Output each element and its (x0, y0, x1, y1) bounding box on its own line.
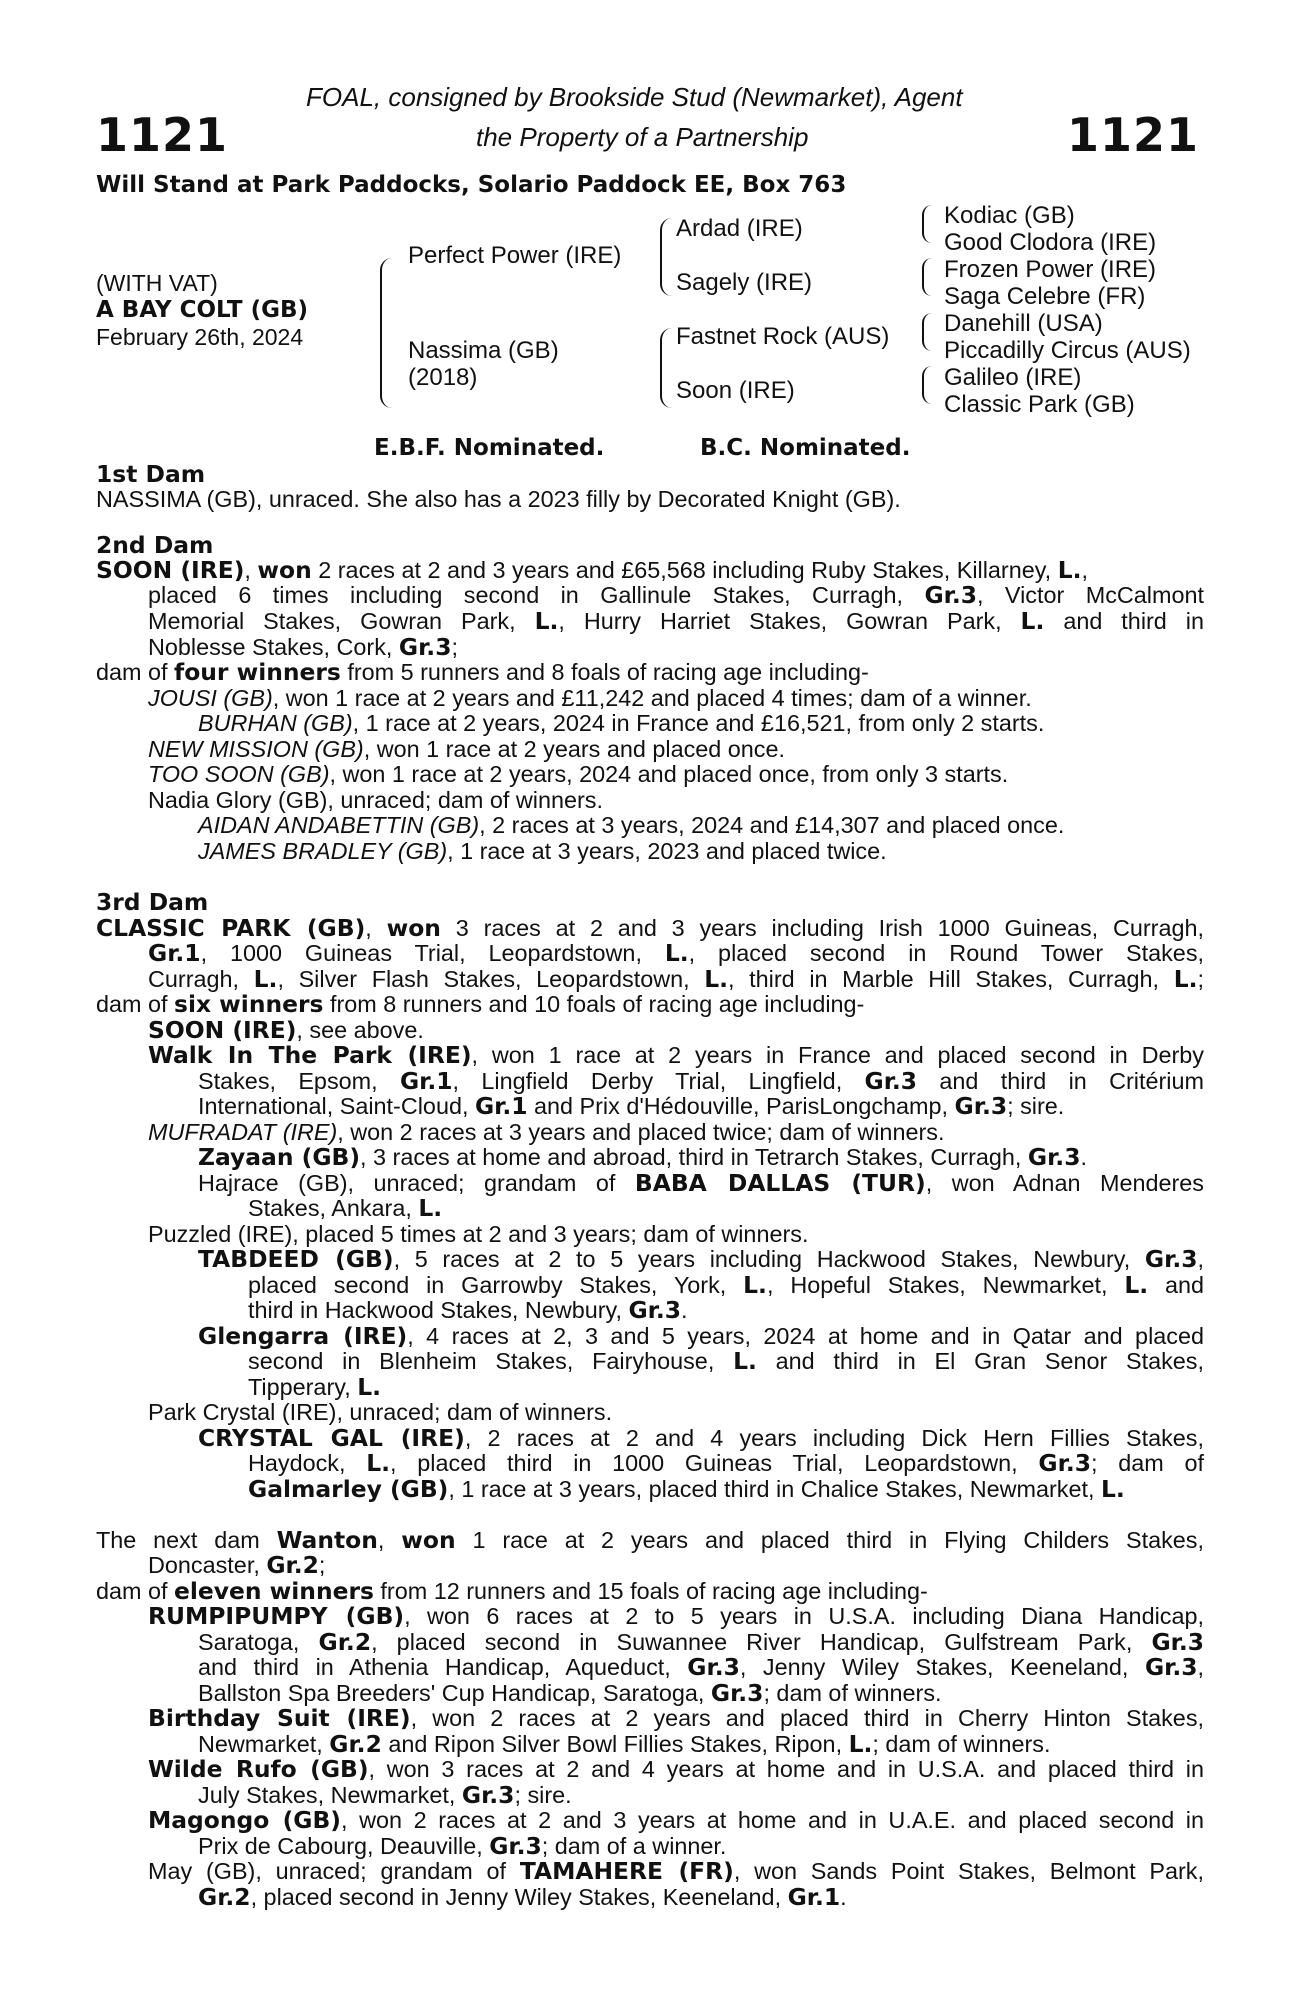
pedigree-brace-g2 (922, 258, 932, 296)
third-dam-line: Tipperary, L. (248, 1373, 381, 1401)
third-dam-line: Park Crystal (IRE), unraced; dam of winners. (148, 1399, 613, 1425)
pedigree-brace-sire (660, 218, 672, 296)
third-dam-line: CRYSTAL GAL (IRE), 2 races at 2 and 4 years including Dick Hern Fillies Stakes, (198, 1424, 1204, 1452)
next-dam-line: Saratoga, Gr.2, placed second in Suwannee River Handicap, Gulfstream Park, Gr.3 (198, 1628, 1204, 1656)
third-dam-line: MUFRADAT (IRE), won 2 races at 3 years and placed twice; dam of winners. (148, 1119, 945, 1145)
second-dam-line: placed 6 times including second in Gallinule Stakes, Curragh, Gr.3, Victor McCalmont (148, 581, 1204, 609)
bc-nomination: B.C. Nominated. (700, 435, 911, 461)
second-dam-line: JOUSI (GB), won 1 race at 2 years and £11,242 and placed 4 times; dam of a winner. (148, 685, 1032, 711)
pedigree-brace-g1 (922, 205, 932, 243)
third-dam-line: Gr.1, 1000 Guineas Trial, Leopardstown, L., placed second in Round Tower Stakes, (148, 939, 1205, 967)
consignor-line: FOAL, consigned by Brookside Stud (Newmarket), Agent (306, 82, 963, 112)
next-dam-line: Doncaster, Gr.2; (148, 1551, 326, 1579)
lot-number-right: 1121 (1066, 108, 1199, 162)
third-dam-line: Curragh, L., Silver Flash Stakes, Leopardstown, L., third in Marble Hill Stakes, Curragh, L.; (148, 965, 1204, 993)
pedigree-gen3-3: Frozen Power (IRE) (944, 256, 1157, 283)
third-dam-line: SOON (IRE), see above. (148, 1016, 424, 1044)
third-dam-line: Galmarley (GB), 1 race at 3 years, placed third in Chalice Stakes, Newmarket, L. (248, 1475, 1125, 1503)
next-dam-line: July Stakes, Newmarket, Gr.3; sire. (198, 1781, 572, 1809)
third-dam-line: Haydock, L., placed third in 1000 Guineas Trial, Leopardstown, Gr.3; dam of (248, 1449, 1204, 1477)
third-dam-line: CLASSIC PARK (GB), won 3 races at 2 and 3 years including Irish 1000 Guineas, Curragh, (96, 914, 1204, 942)
third-dam-line: placed second in Garrowby Stakes, York, L., Hopeful Stakes, Newmarket, L. and (248, 1271, 1204, 1299)
pedigree-dam-year: (2018) (408, 364, 478, 391)
third-dam-line: third in Hackwood Stakes, Newbury, Gr.3. (248, 1296, 688, 1324)
next-dam-line: RUMPIPUMPY (GB), won 6 races at 2 to 5 years in U.S.A. including Diana Handicap, (148, 1602, 1204, 1630)
section-heading-1st-dam: 1st Dam (96, 460, 206, 488)
vat-label: (WITH VAT) (96, 270, 218, 296)
pedigree-gen3-7: Galileo (IRE) (944, 364, 1082, 391)
third-dam-line: Glengarra (IRE), 4 races at 2, 3 and 5 years, 2024 at home and in Qatar and placed (198, 1322, 1204, 1350)
section-heading-3rd-dam: 3rd Dam (96, 888, 209, 916)
third-dam-line: Stakes, Epsom, Gr.1, Lingfield Derby Trial, Lingfield, Gr.3 and third in Critérium (198, 1067, 1204, 1095)
next-dam-line: Prix de Cabourg, Deauville, Gr.3; dam of a winner. (198, 1832, 727, 1860)
next-dam-line: The next dam Wanton, won 1 race at 2 years and placed third in Flying Childers Stakes, (96, 1526, 1204, 1554)
pedigree-brace-g4 (922, 366, 932, 404)
pedigree-dam: Nassima (GB) (408, 337, 559, 364)
second-dam-line: AIDAN ANDABETTIN (GB), 2 races at 3 years, 2024 and £14,307 and placed once. (198, 812, 1065, 838)
first-dam-text: NASSIMA (GB), unraced. She also has a 2023 filly by Decorated Knight (GB). (96, 486, 901, 512)
pedigree-gen3-5: Danehill (USA) (944, 310, 1103, 337)
property-line: the Property of a Partnership (476, 122, 809, 152)
pedigree-dam-sire: Fastnet Rock (AUS) (676, 323, 890, 350)
horse-name: A BAY COLT (GB) (96, 297, 309, 323)
next-dam-line: May (GB), unraced; grandam of TAMAHERE (FR), won Sands Point Stakes, Belmont Park, (148, 1857, 1204, 1885)
pedigree-gen3-4: Saga Celebre (FR) (944, 283, 1146, 310)
pedigree-gen3-2: Good Clodora (IRE) (944, 229, 1157, 256)
next-dam-line: and third in Athenia Handicap, Aqueduct, Gr.3, Jenny Wiley Stakes, Keeneland, Gr.3, (198, 1653, 1204, 1681)
third-dam-line: Walk In The Park (IRE), won 1 race at 2 years in France and placed second in Derby (148, 1041, 1204, 1069)
ebf-nomination: E.B.F. Nominated. (374, 435, 605, 461)
second-dam-line: Noblesse Stakes, Cork, Gr.3; (148, 633, 458, 661)
pedigree-gen3-6: Piccadilly Circus (AUS) (944, 337, 1191, 364)
next-dam-line: Magongo (GB), won 2 races at 2 and 3 years at home and in U.A.E. and placed second in (148, 1806, 1205, 1834)
third-dam-line: Puzzled (IRE), placed 5 times at 2 and 3 years; dam of winners. (148, 1221, 809, 1247)
pedigree-brace-dam (660, 328, 672, 408)
third-dam-line: Hajrace (GB), unraced; grandam of BABA DALLAS (TUR), won Adnan Menderes (198, 1169, 1204, 1197)
next-dam-line: Wilde Rufo (GB), won 3 races at 2 and 4 years at home and in U.S.A. and placed third in (148, 1755, 1204, 1783)
next-dam-line: Birthday Suit (IRE), won 2 races at 2 years and placed third in Cherry Hinton Stakes, (148, 1704, 1205, 1732)
second-dam-line: Nadia Glory (GB), unraced; dam of winners. (148, 787, 603, 813)
third-dam-line: TABDEED (GB), 5 races at 2 to 5 years including Hackwood Stakes, Newbury, Gr.3, (198, 1245, 1204, 1273)
next-dam-line: Ballston Spa Breeders' Cup Handicap, Saratoga, Gr.3; dam of winners. (198, 1679, 942, 1707)
next-dam-line: dam of eleven winners from 12 runners and 15 foals of racing age including- (96, 1577, 928, 1605)
pedigree-brace-main (380, 258, 394, 408)
horse-dob: February 26th, 2024 (96, 324, 304, 350)
section-heading-2nd-dam: 2nd Dam (96, 531, 214, 559)
second-dam-line: dam of four winners from 5 runners and 8 foals of racing age including- (96, 658, 869, 686)
pedigree-dam-dam: Soon (IRE) (676, 377, 795, 404)
pedigree-sire: Perfect Power (IRE) (408, 242, 622, 269)
third-dam-line: dam of six winners from 8 runners and 10 foals of racing age including- (96, 990, 865, 1018)
pedigree-sire-sire: Ardad (IRE) (676, 215, 803, 242)
third-dam-line: Zayaan (GB), 3 races at home and abroad, third in Tetrarch Stakes, Curragh, Gr.3. (198, 1143, 1087, 1171)
second-dam-line: JAMES BRADLEY (GB), 1 race at 3 years, 2023 and placed twice. (198, 838, 887, 864)
second-dam-line: BURHAN (GB), 1 race at 2 years, 2024 in France and £16,521, from only 2 starts. (198, 710, 1045, 736)
second-dam-line: NEW MISSION (GB), won 1 race at 2 years and placed once. (148, 736, 786, 762)
stabling-location: Will Stand at Park Paddocks, Solario Paddock EE, Box 763 (96, 172, 847, 198)
third-dam-line: International, Saint-Cloud, Gr.1 and Prix d'Hédouville, ParisLongchamp, Gr.3; sire. (198, 1092, 1065, 1120)
pedigree-sire-dam: Sagely (IRE) (676, 269, 813, 296)
third-dam-line: second in Blenheim Stakes, Fairyhouse, L. and third in El Gran Senor Stakes, (248, 1347, 1204, 1375)
pedigree-brace-g3 (922, 313, 932, 351)
next-dam-line: Gr.2, placed second in Jenny Wiley Stakes, Keeneland, Gr.1. (198, 1883, 847, 1911)
second-dam-line: SOON (IRE), won 2 races at 2 and 3 years and £65,568 including Ruby Stakes, Killarney, L., (96, 556, 1088, 584)
third-dam-line: Stakes, Ankara, L. (248, 1194, 443, 1222)
next-dam-line: Newmarket, Gr.2 and Ripon Silver Bowl Fillies Stakes, Ripon, L.; dam of winners. (198, 1730, 1051, 1758)
second-dam-line: TOO SOON (GB), won 1 race at 2 years, 2024 and placed once, from only 3 starts. (148, 761, 1009, 787)
pedigree-gen3-8: Classic Park (GB) (944, 391, 1135, 418)
lot-number-left: 1121 (96, 108, 229, 162)
pedigree-gen3-1: Kodiac (GB) (944, 202, 1075, 229)
second-dam-line: Memorial Stakes, Gowran Park, L., Hurry Harriet Stakes, Gowran Park, L. and third in (148, 607, 1204, 635)
